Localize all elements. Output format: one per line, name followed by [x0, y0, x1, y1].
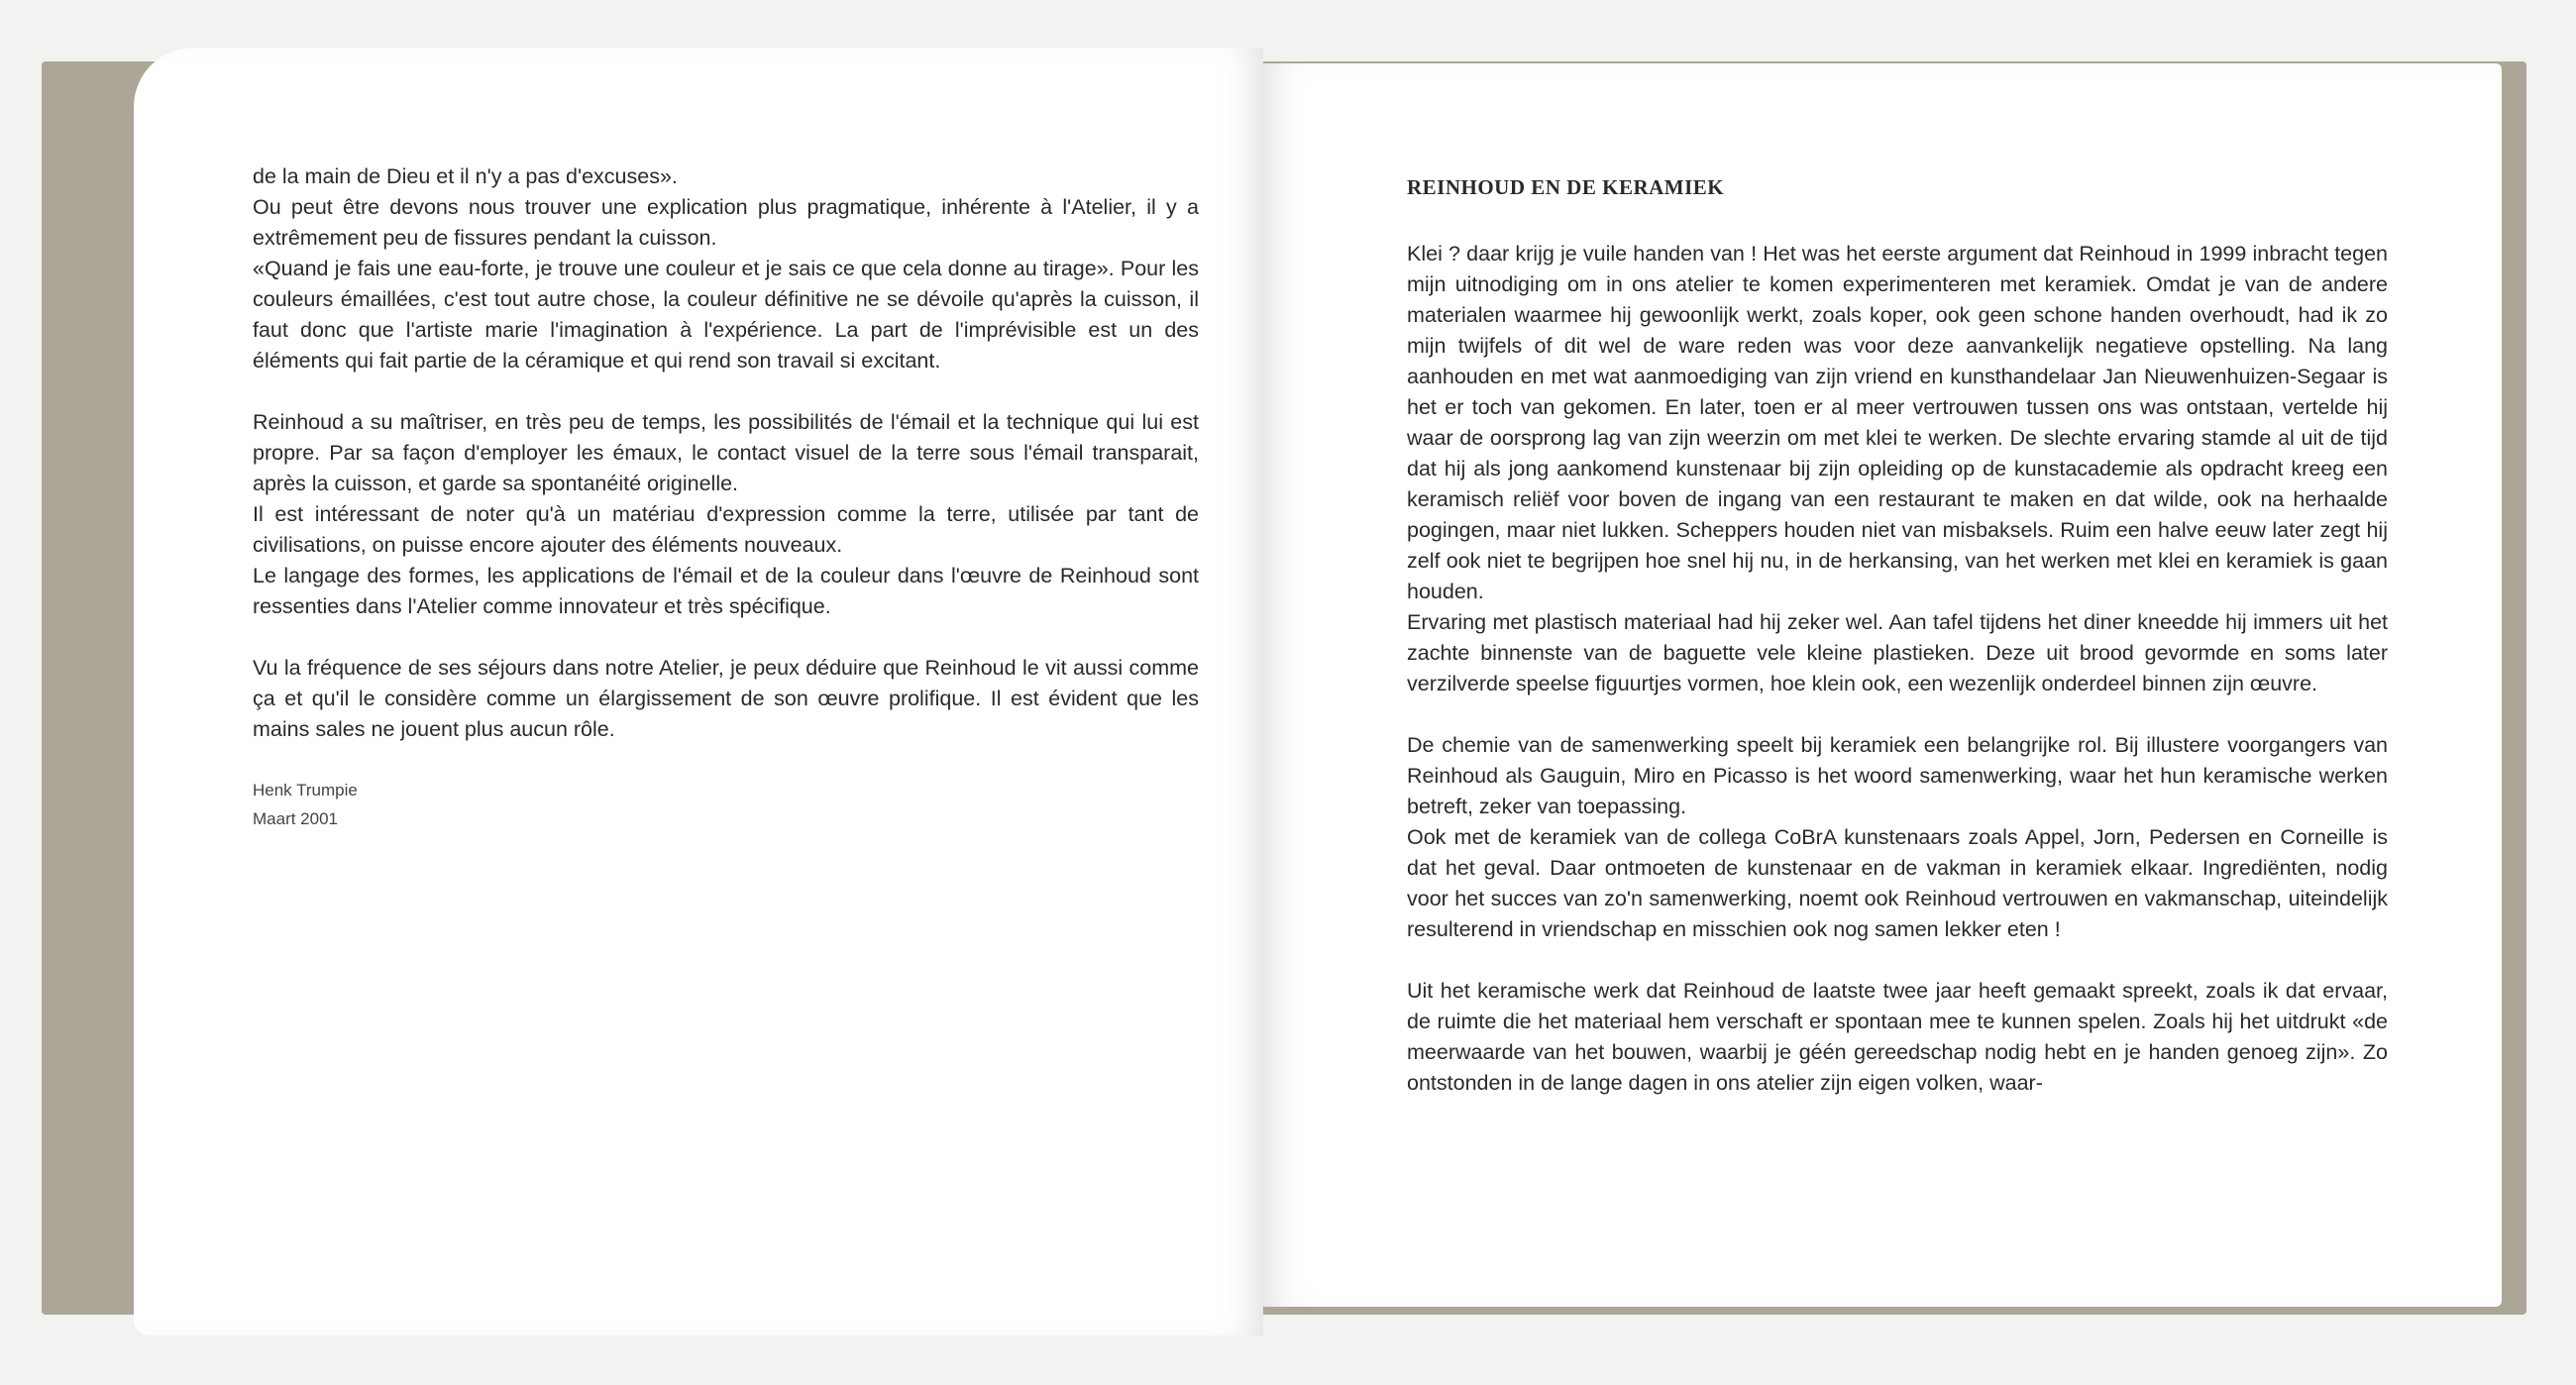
right-paragraph: Ook met de keramiek van de collega CoBrA kunstenaars zoals Appel, Jorn, Pedersen en Corneille is dat het geval. Daar ontmoeten de kunstenaar en de vakman in keramiek elkaar. Ingrediënten, nodig voor het succes van zo'n samenwerking, noemt ook Reinhoud vertrouwen en vakmanschap, uiteindelijk resulterend in vriendschap en misschien ook nog samen lekker eten ! — [1407, 825, 2388, 941]
signature-date: Maart 2001 — [253, 809, 338, 828]
right-paragraph: Klei ? daar krijg je vuile handen van ! Het was het eerste argument dat Reinhoud in 1999 inbracht tegen mijn uitnodiging om in ons atelier te komen experimenteren met keramiek. Omdat je van de andere materialen waarmee hij gewoonlijk werkt, zoals koper, ook geen schone handen overhoudt, had ik zo mijn twijfels of dit wel de ware reden was voor deze aanvankelijk negatieve opstelling. Na lang aanhouden en met wat aanmoediging van zijn vriend en kunsthandelaar Jan Nieuwenhuizen-Segaar is het er toch van gekomen. En later, toen er al meer vertrouwen tussen ons was ontstaan, vertelde hij waar de oorsprong lag van zijn weerzin om met klei te werken. De slechte ervaring stamde al uit de tijd dat hij als jong aankomend kunstenaar bij zijn opleiding op de kunstacademie als opdracht kreeg een keramisch reliëf voor boven de ingang van een restaurant te maken en dat wilde, ook na herhaalde pogingen, maar niet lukken. Scheppers houden niet van misbaksels. Ruim een halve eeuw later zegt hij zelf ook niet te begrijpen hoe snel hij nu, in de herkansing, van het werken met klei en keramiek is gaan houden. — [1407, 242, 2388, 603]
right-paragraph: Uit het keramische werk dat Reinhoud de laatste twee jaar heeft gemaakt spreekt, zoals ik dat ervaar, de ruimte die het materiaal hem verschaft er spontaan mee te kunnen spelen. Zoals hij het uitdrukt «de meerwaarde van het bouwen, waarbij je géén gereedschap nodig hebt en je handen genoeg zijn». Zo ontstonden in de lange dagen in ons atelier zijn eigen volken, waar- — [1407, 979, 2388, 1095]
signature-name: Henk Trumpie — [253, 781, 358, 799]
right-paragraph: De chemie van de samenwerking speelt bij keramiek een belangrijke rol. Bij illustere voorgangers van Reinhoud als Gauguin, Miro en Picasso is het woord samenwerking, waar het hun keramische werken betreft, zeker van toepassing. — [1407, 733, 2388, 818]
left-paragraph: de la main de Dieu et il n'y a pas d'excuses». — [253, 164, 678, 188]
right-page-text — [1407, 172, 2388, 1129]
right-paragraph: Ervaring met plastisch materiaal had hij zeker wel. Aan tafel tijdens het diner kneedde hij immers uit het zachte binnenste van de baguette vele kleine plastieken. Deze uit brood gevormde en soms later verzilverde speelse figuurtjes vormen, hoe klein ook, een wezenlijk onderdeel binnen zijn œuvre. — [1407, 610, 2388, 695]
left-paragraph: Vu la fréquence de ses séjours dans notre Atelier, je peux déduire que Reinhoud le vit aussi comme ça et qu'il le considère comme un élargissement de son œuvre prolifique. Il est évident que les mains sales ne jouent plus aucun rôle. — [253, 656, 1199, 741]
left-paragraph: Il est intéressant de noter qu'à un matériau d'expression comme la terre, utilisée par tant de civilisations, on puisse encore ajouter des éléments nouveaux. — [253, 502, 1199, 557]
left-paragraph: Le langage des formes, les applications de l'émail et de la couleur dans l'œuvre de Reinhoud sont ressenties dans l'Atelier comme innovateur et très spécifique. — [253, 564, 1199, 618]
chapter-heading: REINHOUD EN DE KERAMIEK — [1407, 175, 1725, 199]
left-page-text — [253, 161, 1199, 833]
left-paragraph: Reinhoud a su maîtriser, en très peu de temps, les possibilités de l'émail et la technique qui lui est propre. Par sa façon d'employer les émaux, le contact visuel de la terre sous l'émail transparait, après la cuisson, et garde sa spontanéité originelle. — [253, 410, 1199, 495]
left-page — [134, 48, 1263, 1335]
left-paragraph: «Quand je fais une eau-forte, je trouve une couleur et je sais ce que cela donne au tirage». Pour les couleurs émaillées, c'est tout autre chose, la couleur définitive ne se dévoile qu'après la cuisson, il faut donc que l'artiste marie l'imagination à l'expérience. La part de l'imprévisible est un des éléments qui fait partie de la céramique et qui rend son travail si excitant. — [253, 257, 1199, 373]
right-page — [1263, 63, 2502, 1307]
left-paragraph: Ou peut être devons nous trouver une explication plus pragmatique, inhérente à l'Atelier, il y a extrêmement peu de fissures pendant la cuisson. — [253, 195, 1199, 250]
